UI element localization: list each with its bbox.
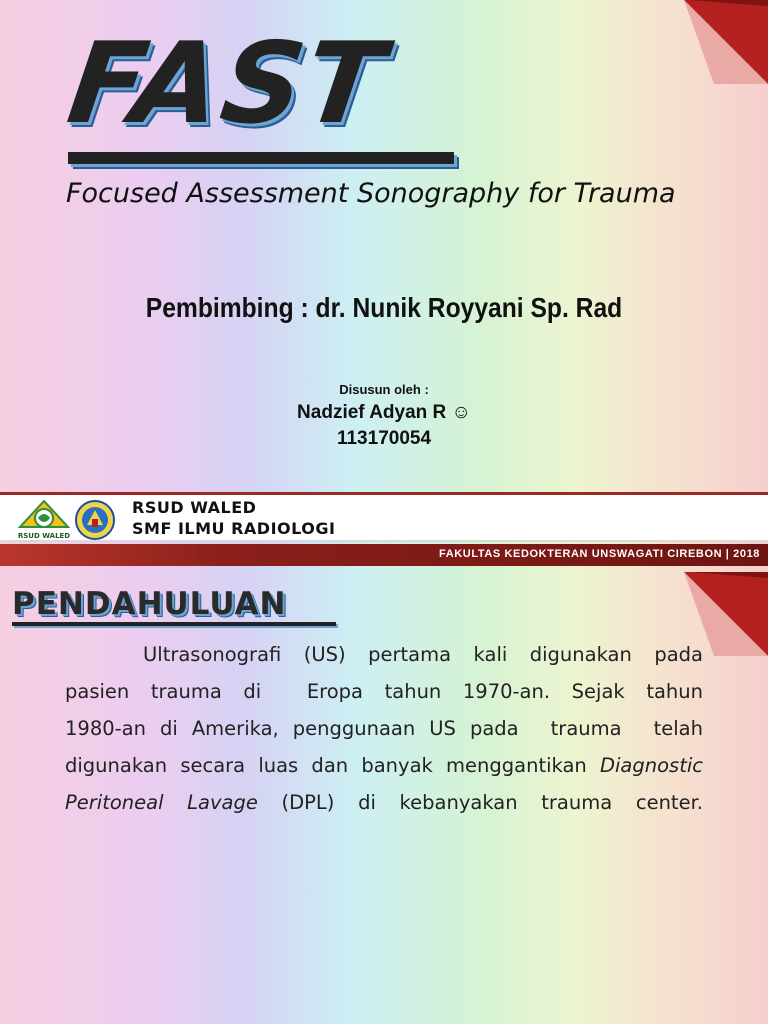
title-underline (68, 152, 454, 164)
paragraph-line: digunakan secara luas dan banyak menggantikan Diagnostic (65, 754, 703, 777)
section-title: PENDAHULUAN (12, 586, 287, 622)
department-name: SMF ILMU RADIOLOGI (132, 519, 336, 538)
institution-band (0, 492, 768, 542)
section-title-underline (12, 622, 336, 626)
university-emblem-icon (74, 499, 116, 541)
footer-text: FAKULTAS KEDOKTERAN UNSWAGATI CIREBON | 2018 (439, 548, 760, 560)
author-student-id: 113170054 (336, 428, 432, 449)
slide-subtitle: Focused Assessment Sonography for Trauma (66, 178, 676, 209)
composed-by-label: Disusun oleh : (339, 382, 429, 397)
paragraph-line: Peritoneal Lavage (DPL) di kebanyakan trauma center. (65, 791, 703, 814)
page-corner-fold (684, 0, 768, 84)
author-name: Nadzief Adyan R ☺ (297, 402, 471, 423)
intro-paragraph (65, 636, 703, 821)
footer-bar (0, 544, 768, 566)
introduction-slide (0, 572, 768, 1024)
paragraph-line: pasien trauma di Eropa tahun 1970-an. Sejak tahun (65, 680, 703, 703)
paragraph-line: Ultrasonografi (US) pertama kali digunakan pada (143, 643, 703, 666)
slide-title: FAST (60, 19, 393, 149)
paragraph-line: 1980-an di Amerika, penggunaan US pada trauma telah (65, 717, 703, 740)
supervisor-line: Pembimbing : dr. Nunik Royyani Sp. Rad (145, 292, 623, 323)
hospital-name: RSUD WALED (132, 498, 257, 517)
rsud-waled-logo-text: RSUD WALED (17, 532, 71, 540)
rsud-waled-logo (16, 499, 72, 541)
